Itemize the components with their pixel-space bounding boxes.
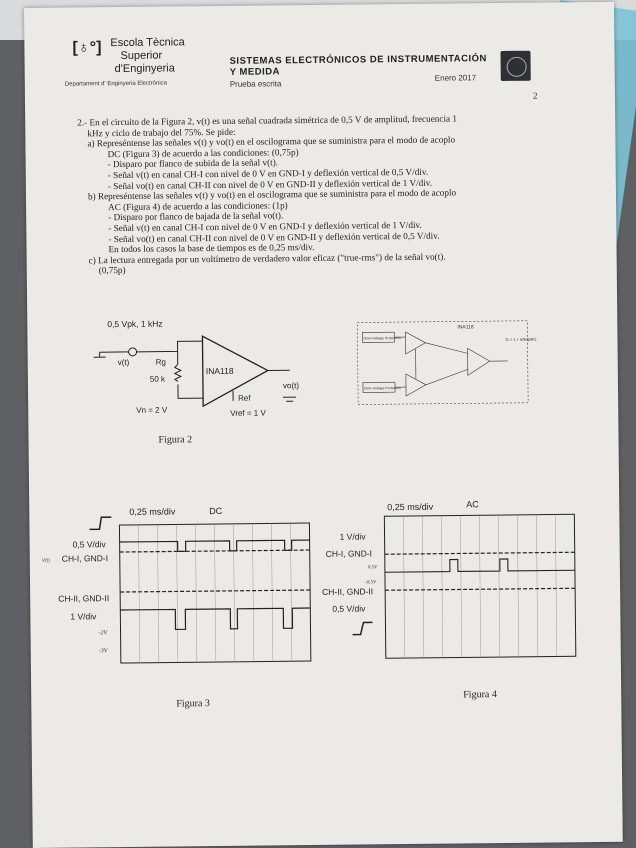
- figure-4-oscilloscope: [321, 498, 576, 659]
- department-label: Departament d' Enginyeria Electrònica: [64, 80, 168, 88]
- vo-label: vo(t): [282, 381, 300, 391]
- q-line: - Disparo por flanco de subida de la señal v(t).: [107, 157, 279, 170]
- fig4-grid: [403, 514, 556, 658]
- q-line: AC (Figura 4) de acuerdo a las condiciones: (1p): [108, 199, 288, 212]
- course-title-line-1: SISTEMAS ELECTRÓNICOS DE INSTRUMENTACIÓN: [229, 53, 487, 67]
- course-title-line-2: Y MEDIDA: [229, 66, 281, 78]
- q-line: - Señal vo(t) en canal CH-II con nivel de 0 V en GND-II y deflexión vertical de 1 V/div.: [107, 177, 433, 191]
- logo-mark: [♁°]: [72, 39, 102, 57]
- fig4-hand-a: 0.5V: [367, 565, 378, 571]
- rg-label: Rg: [155, 357, 166, 367]
- ref-label: Ref: [238, 393, 251, 403]
- figure-4-caption: Figura 4: [463, 689, 497, 701]
- source-label: 0,5 Vpk, 1 kHz: [107, 318, 163, 330]
- exam-type: Prueba escrita: [229, 79, 282, 89]
- q-line: c) La lectura entregada por un voltímetro de verdadero valor eficaz ("true-rms") de la señal vo(t).: [88, 251, 446, 266]
- q-line: DC (Figura 3) de acuerdo a las condiciones: (0,75p): [107, 146, 299, 159]
- school-line-3: d'Enginyeria: [114, 62, 175, 76]
- fig3-ch1-scale: 0,5 V/div: [72, 539, 106, 550]
- exam-date: Enero 2017: [434, 73, 477, 83]
- figures-layer: [24, 2, 623, 848]
- fig3-ch2-scale: 1 V/div: [70, 611, 97, 622]
- q-line: b) Represéntense las señales v(t) y vo(t) en el oscilograma que se suministra para el modo de acoplo: [87, 187, 457, 202]
- exam-sheet: [24, 2, 623, 848]
- fig4-ch2-label: CH-II, GND-II: [322, 586, 374, 597]
- q-line: (0,75p): [98, 265, 126, 276]
- school-line-2: Superior: [120, 49, 163, 62]
- fig4-ch2-scale: 0,5 V/div: [332, 603, 366, 614]
- ina118-gain: G = 1 + 50kΩ/RG: [505, 336, 537, 342]
- fig3-mode: DC: [209, 505, 223, 517]
- fig4-timebase: 0,25 ms/div: [387, 501, 434, 513]
- fig4-mode: AC: [466, 499, 479, 510]
- q-line: 2.- En el circuito de la Figura 2, v(t) es una señal cuadrada simétrica de 0,5 V de amplitud, frecuencia 1: [77, 113, 458, 128]
- q-line: En todos los casos la base de tiempos es de 0,25 ms/div.: [108, 242, 315, 255]
- fig3-timebase: 0,25 ms/div: [129, 506, 176, 517]
- school-line-1: Escola Tècnica: [110, 36, 185, 50]
- rg-value: 50 k: [149, 374, 166, 384]
- q-line: a) Represéntense las señales v(t) y vo(t) en el oscilograma que se suministra para el modo de acoplo: [87, 134, 456, 149]
- fig3-grid: [138, 523, 291, 663]
- ovp-label-bottom: Over-Voltage Protection: [363, 386, 402, 391]
- q-line: - Señal v(t) en canal CH-I con nivel de 0 V en GND-I y deflexión vertical de 1 V/div.: [108, 219, 422, 234]
- page-number: 2: [532, 90, 538, 101]
- fig3-ch2-label: CH-II, GND-II: [58, 593, 110, 604]
- fig4-hand-b: -0.5V: [365, 580, 377, 586]
- q-line: - Disparo por flanco de bajada de la señal vo(t).: [108, 210, 284, 223]
- q-line: - Señal vo(t) en canal CH-II con nivel de 0 V en GND-II y deflexión vertical de 0,5 V/div.: [108, 230, 440, 244]
- ina118-datasheet-schematic: [357, 321, 537, 405]
- q-line: - Señal v(t) en canal CH-I con nivel de 0 V en GND-I y deflexión vertical de 0,5 V/div.: [107, 166, 429, 181]
- fig4-ch1-label: CH-I, GND-I: [325, 548, 373, 559]
- q-line: kHz y ciclo de trabajo del 75%. Se pide:: [87, 126, 236, 138]
- fig3-hand-3v: -3V: [98, 648, 108, 655]
- fig4-trigger-icon: [352, 622, 372, 634]
- amp-label: INA118: [205, 365, 234, 377]
- vn-label: Vn = 2 V: [136, 405, 168, 415]
- fig4-ch1-scale: 1 V/div: [339, 531, 366, 542]
- figure-2-caption: Figura 2: [158, 434, 193, 446]
- fig3-trigger-rise-icon: [89, 517, 111, 529]
- vref-label: Vref = 1 V: [230, 408, 266, 418]
- v-label: v(t): [117, 357, 130, 368]
- ina118-title: INA118: [457, 324, 474, 331]
- fig3-hand-v: V(t): [41, 557, 50, 564]
- figure-3-caption: Figura 3: [176, 698, 210, 710]
- figure-2-circuit: [93, 317, 299, 419]
- fig3-hand-2v: -2V: [98, 630, 108, 637]
- ovp-label-top: Over-Voltage Protection: [363, 336, 401, 341]
- figure-3-oscilloscope: [41, 505, 311, 664]
- fig3-ch1-label: CH-I, GND-I: [61, 553, 109, 564]
